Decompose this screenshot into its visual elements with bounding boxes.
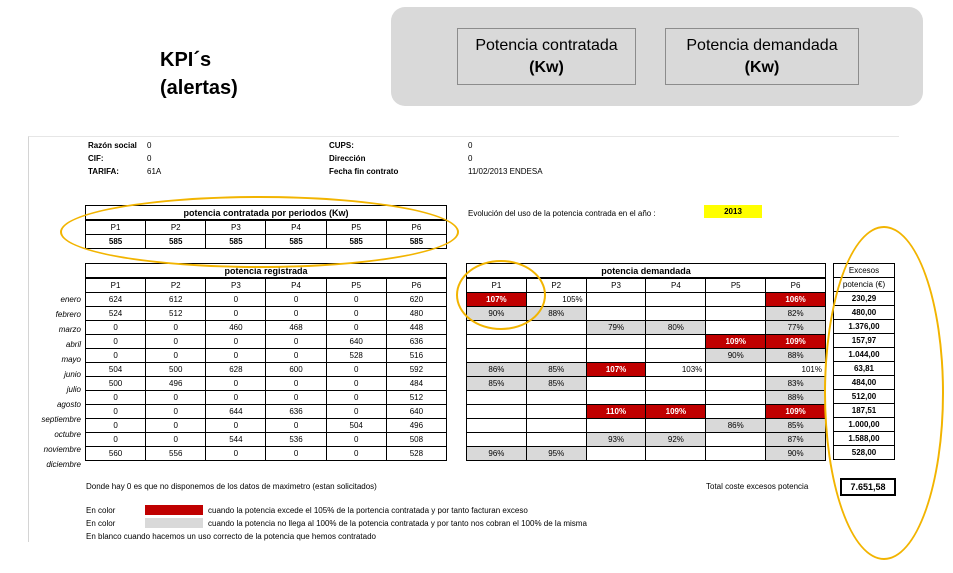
info-labels-left (88, 139, 137, 178)
demandada-period-header: P5 (706, 278, 766, 293)
registrada-cell: 0 (326, 363, 386, 377)
month-label: junio (64, 370, 81, 379)
registrada-cell: 0 (326, 293, 386, 307)
demandada-cell (526, 405, 586, 419)
demandada-cell: 109% (766, 405, 826, 419)
annotation-ellipse-p1 (456, 260, 546, 330)
registrada-cell: 0 (206, 307, 266, 321)
table-row (86, 293, 447, 307)
table-row (467, 335, 826, 349)
excesos-cell: 1.000,00 (834, 418, 895, 432)
demandada-cell (467, 335, 527, 349)
contratada-value: 585 (86, 235, 146, 249)
month-label: octubre (54, 430, 81, 439)
demandada-cell (706, 307, 766, 321)
registrada-cell: 636 (386, 335, 446, 349)
registrada-cell: 0 (206, 391, 266, 405)
legend-white-text: En blanco cuando hacemos un uso correcto de la potencia que hemos contratado (86, 532, 376, 541)
demandada-cell: 95% (526, 447, 586, 461)
demandada-cell (646, 307, 706, 321)
table-row (86, 321, 447, 335)
registrada-cell: 620 (386, 293, 446, 307)
contratada-value: 585 (326, 235, 386, 249)
note-zero: Donde hay 0 es que no disponemos de los datos de maximetro (estan solicitados) (86, 482, 377, 491)
demandada-cell (646, 335, 706, 349)
cups-value: 0 (468, 141, 473, 150)
info-values-left (147, 139, 161, 178)
registrada-cell: 0 (206, 293, 266, 307)
demandada-cell (646, 447, 706, 461)
table-row (86, 419, 447, 433)
registrada-cell: 0 (206, 377, 266, 391)
demandada-cell (467, 391, 527, 405)
razon-social-value: 0 (147, 141, 152, 150)
contratada-title: potencia contratada por periodos (Kw) (86, 206, 447, 221)
legend-red-swatch (145, 505, 203, 515)
demandada-cell (467, 349, 527, 363)
month-label: julio (66, 385, 81, 394)
box-potencia-contratada (457, 28, 636, 85)
excesos-cell: 63,81 (834, 362, 895, 376)
demandada-cell (706, 433, 766, 447)
table-row (86, 391, 447, 405)
month-label: agosto (56, 400, 81, 409)
registrada-cell: 624 (86, 293, 146, 307)
registrada-cell: 0 (326, 321, 386, 335)
contratada-value: 585 (146, 235, 206, 249)
contratada-period-header: P5 (326, 220, 386, 235)
table-row (86, 335, 447, 349)
table-row (467, 433, 826, 447)
registrada-period-header: P4 (266, 278, 326, 293)
registrada-cell: 496 (146, 377, 206, 391)
demandada-cell (526, 321, 586, 335)
registrada-cell: 0 (266, 335, 326, 349)
registrada-cell: 500 (146, 363, 206, 377)
contratada-period-header: P3 (206, 220, 266, 235)
registrada-cell: 528 (326, 349, 386, 363)
table-row (467, 391, 826, 405)
month-label: diciembre (46, 460, 81, 469)
registrada-cell: 0 (266, 391, 326, 405)
registrada-cell: 0 (146, 349, 206, 363)
registrada-cell: 512 (386, 391, 446, 405)
registrada-cell: 0 (86, 433, 146, 447)
demandada-cell (706, 293, 766, 307)
registrada-cell: 0 (146, 321, 206, 335)
kpi-title-line1: KPI´s (160, 49, 212, 71)
registrada-cell: 592 (386, 363, 446, 377)
contratada-period-header: P6 (386, 220, 446, 235)
registrada-period-header: P5 (326, 278, 386, 293)
month-label: septiembre (41, 415, 81, 424)
kpi-title-line2: (alertas) (160, 77, 238, 99)
demandada-cell: 110% (586, 405, 646, 419)
registrada-cell: 0 (266, 377, 326, 391)
registrada-period-header: P2 (146, 278, 206, 293)
demandada-cell (706, 377, 766, 391)
registrada-cell: 0 (146, 335, 206, 349)
registrada-cell: 512 (146, 307, 206, 321)
table-row (467, 419, 826, 433)
contratada-value: 585 (386, 235, 446, 249)
registrada-cell: 636 (266, 405, 326, 419)
contratada-period-header: P1 (86, 220, 146, 235)
registrada-cell: 0 (206, 447, 266, 461)
direccion-label: Dirección (329, 154, 366, 163)
month-label: febrero (55, 310, 81, 319)
demandada-cell (706, 363, 766, 377)
annotation-ellipse-contratada (60, 196, 459, 268)
demandada-cell (646, 419, 706, 433)
demandada-title: potencia demandada (467, 264, 826, 279)
demandada-cell (706, 391, 766, 405)
fecha-value: 11/02/2013 ENDESA (468, 167, 543, 176)
box-contratada-line2: (Kw) (529, 59, 564, 76)
demandada-cell (586, 377, 646, 391)
demandada-cell: 103% (646, 363, 706, 377)
registrada-cell: 0 (326, 307, 386, 321)
demandada-cell: 96% (467, 447, 527, 461)
demandada-cell (586, 293, 646, 307)
demandada-cell: 88% (766, 391, 826, 405)
contratada-value: 585 (206, 235, 266, 249)
registrada-cell: 468 (266, 321, 326, 335)
demandada-cell (467, 419, 527, 433)
month-label: noviembre (43, 445, 81, 454)
excesos-title-line1: Excesos (834, 264, 895, 278)
registrada-cell: 516 (386, 349, 446, 363)
demandada-cell (646, 377, 706, 391)
registrada-cell: 500 (86, 377, 146, 391)
registrada-cell: 0 (326, 391, 386, 405)
registrada-cell: 0 (266, 349, 326, 363)
registrada-cell: 644 (206, 405, 266, 419)
kpi-title (160, 46, 300, 102)
box-demandada-line1: Potencia demandada (686, 37, 838, 54)
top-panel (391, 7, 923, 106)
registrada-cell: 0 (146, 391, 206, 405)
demandada-cell (586, 447, 646, 461)
excesos-cell: 157,97 (834, 334, 895, 348)
demandada-cell: 90% (467, 307, 527, 321)
table-row (86, 363, 447, 377)
box-contratada-line1: Potencia contratada (475, 37, 618, 54)
demandada-cell: 90% (766, 447, 826, 461)
annotation-ellipse-excesos (824, 226, 944, 560)
registrada-cell: 0 (266, 419, 326, 433)
demandada-cell: 77% (766, 321, 826, 335)
demandada-cell: 82% (766, 307, 826, 321)
demandada-cell: 85% (526, 377, 586, 391)
demandada-cell (706, 447, 766, 461)
box-potencia-demandada (665, 28, 859, 85)
demandada-period-header: P4 (646, 278, 706, 293)
demandada-cell (526, 391, 586, 405)
registrada-cell: 460 (206, 321, 266, 335)
registrada-period-header: P6 (386, 278, 446, 293)
direccion-value: 0 (468, 154, 473, 163)
cups-label: CUPS: (329, 141, 354, 150)
demandada-cell (467, 433, 527, 447)
demandada-cell: 109% (766, 335, 826, 349)
demandada-cell: 92% (646, 433, 706, 447)
demandada-cell (586, 391, 646, 405)
table-row (86, 307, 447, 321)
registrada-cell: 480 (386, 307, 446, 321)
demandada-cell: 107% (586, 363, 646, 377)
info-values-right (468, 139, 543, 178)
demandada-cell: 90% (706, 349, 766, 363)
demandada-period-header: P3 (586, 278, 646, 293)
demandada-cell: 83% (766, 377, 826, 391)
registrada-cell: 504 (326, 419, 386, 433)
demandada-cell (706, 321, 766, 335)
table-row (467, 377, 826, 391)
demandada-cell: 93% (586, 433, 646, 447)
registrada-cell: 0 (146, 419, 206, 433)
registrada-cell: 0 (206, 419, 266, 433)
table-row (467, 405, 826, 419)
registrada-cell: 628 (206, 363, 266, 377)
month-label: marzo (58, 325, 81, 334)
registrada-cell: 0 (86, 405, 146, 419)
demandada-cell (646, 391, 706, 405)
demandada-cell: 88% (526, 307, 586, 321)
demandada-cell: 85% (526, 363, 586, 377)
month-label: enero (60, 295, 81, 304)
registrada-cell: 640 (386, 405, 446, 419)
contratada-period-header: P4 (266, 220, 326, 235)
registrada-cell: 0 (86, 419, 146, 433)
registrada-cell: 0 (146, 405, 206, 419)
registrada-cell: 448 (386, 321, 446, 335)
demandada-cell (526, 335, 586, 349)
registrada-cell: 544 (206, 433, 266, 447)
demandada-period-header: P1 (467, 278, 527, 293)
table-row (86, 405, 447, 419)
contratada-period-header: P2 (146, 220, 206, 235)
evolucion-year: 2013 (704, 205, 762, 218)
demandada-cell (586, 307, 646, 321)
legend-grey-swatch (145, 518, 203, 528)
legend-red-prefix: En color (86, 506, 116, 515)
demandada-cell (467, 405, 527, 419)
registrada-cell: 0 (206, 349, 266, 363)
excesos-cell: 1.588,00 (834, 432, 895, 446)
table-row (86, 377, 447, 391)
registrada-period-header: P3 (206, 278, 266, 293)
registrada-cell: 496 (386, 419, 446, 433)
demandada-cell (526, 433, 586, 447)
excesos-cell: 484,00 (834, 376, 895, 390)
registrada-cell: 600 (266, 363, 326, 377)
registrada-cell: 0 (86, 349, 146, 363)
registrada-cell: 0 (146, 433, 206, 447)
demandada-cell (586, 419, 646, 433)
demandada-cell: 109% (646, 405, 706, 419)
cif-label: CIF: (88, 154, 104, 163)
table-row (467, 447, 826, 461)
registrada-cell: 560 (86, 447, 146, 461)
spreadsheet (28, 136, 899, 542)
demandada-cell: 101% (766, 363, 826, 377)
demandada-cell: 85% (766, 419, 826, 433)
demandada-period-header: P2 (526, 278, 586, 293)
demandada-period-header: P6 (766, 278, 826, 293)
excesos-cell: 1.376,00 (834, 320, 895, 334)
demandada-cell: 86% (706, 419, 766, 433)
excesos-cell: 480,00 (834, 306, 895, 320)
registrada-cell: 556 (146, 447, 206, 461)
legend-red-text: cuando la potencia excede el 105% de la portencia contratada y por tanto facturan exceso (208, 506, 528, 515)
registrada-cell: 528 (386, 447, 446, 461)
table-row (86, 433, 447, 447)
table-row (467, 349, 826, 363)
table-row (86, 349, 447, 363)
tarifa-value: 61A (147, 167, 162, 176)
demandada-cell: 86% (467, 363, 527, 377)
table-row (86, 447, 447, 461)
demandada-cell (526, 419, 586, 433)
registrada-cell: 504 (86, 363, 146, 377)
demandada-cell: 88% (766, 349, 826, 363)
registrada-cell: 0 (266, 447, 326, 461)
demandada-cell: 87% (766, 433, 826, 447)
excesos-cell: 528,00 (834, 446, 895, 460)
legend-grey-prefix: En color (86, 519, 116, 528)
excesos-cell: 512,00 (834, 390, 895, 404)
tarifa-label: TARIFA: (88, 167, 119, 176)
registrada-cell: 524 (86, 307, 146, 321)
month-label: mayo (61, 355, 81, 364)
registrada-cell: 0 (266, 293, 326, 307)
registrada-cell: 536 (266, 433, 326, 447)
demandada-cell: 79% (586, 321, 646, 335)
demandada-cell: 106% (766, 293, 826, 307)
registrada-cell: 0 (86, 321, 146, 335)
demandada-cell: 105% (526, 293, 586, 307)
demandada-cell: 109% (706, 335, 766, 349)
evolucion-label: Evolución del uso de la potencia contrada en el año : (468, 209, 656, 218)
excesos-cell: 1.044,00 (834, 348, 895, 362)
legend-grey-text: cuando la potencia no llega al 100% de la potencia contratada y por tanto nos cobran el 100% de la misma (208, 519, 587, 528)
registrada-cell: 0 (326, 447, 386, 461)
registrada-cell: 0 (326, 405, 386, 419)
registrada-cell: 0 (86, 335, 146, 349)
month-label: abril (65, 340, 81, 349)
demandada-cell (586, 335, 646, 349)
excesos-title-line2: potencia (€) (834, 278, 895, 292)
total-value: 7.651,58 (840, 478, 896, 496)
demandada-cell: 80% (646, 321, 706, 335)
registrada-cell: 0 (86, 391, 146, 405)
registrada-cell: 0 (326, 433, 386, 447)
registrada-cell: 508 (386, 433, 446, 447)
demandada-cell (646, 349, 706, 363)
demandada-cell (646, 293, 706, 307)
registrada-title: potencia registrada (86, 264, 447, 279)
registrada-cell: 484 (386, 377, 446, 391)
demandada-cell (586, 349, 646, 363)
month-labels (29, 292, 81, 472)
excesos-cell: 187,51 (834, 404, 895, 418)
registrada-table (85, 263, 447, 461)
demandada-cell: 107% (467, 293, 527, 307)
registrada-cell: 612 (146, 293, 206, 307)
demandada-cell (526, 349, 586, 363)
table-row (467, 363, 826, 377)
registrada-cell: 0 (206, 335, 266, 349)
excesos-cell: 230,29 (834, 292, 895, 306)
fecha-label: Fecha fin contrato (329, 167, 399, 176)
registrada-cell: 0 (326, 377, 386, 391)
cif-value: 0 (147, 154, 152, 163)
registrada-cell: 640 (326, 335, 386, 349)
contratada-value: 585 (266, 235, 326, 249)
demandada-cell: 85% (467, 377, 527, 391)
demandada-cell (706, 405, 766, 419)
info-labels-right (329, 139, 398, 178)
razon-social-label: Razón social (88, 141, 137, 150)
registrada-period-header: P1 (86, 278, 146, 293)
registrada-cell: 0 (266, 307, 326, 321)
total-label: Total coste excesos potencia (706, 482, 809, 491)
box-demandada-line2: (Kw) (744, 59, 780, 76)
